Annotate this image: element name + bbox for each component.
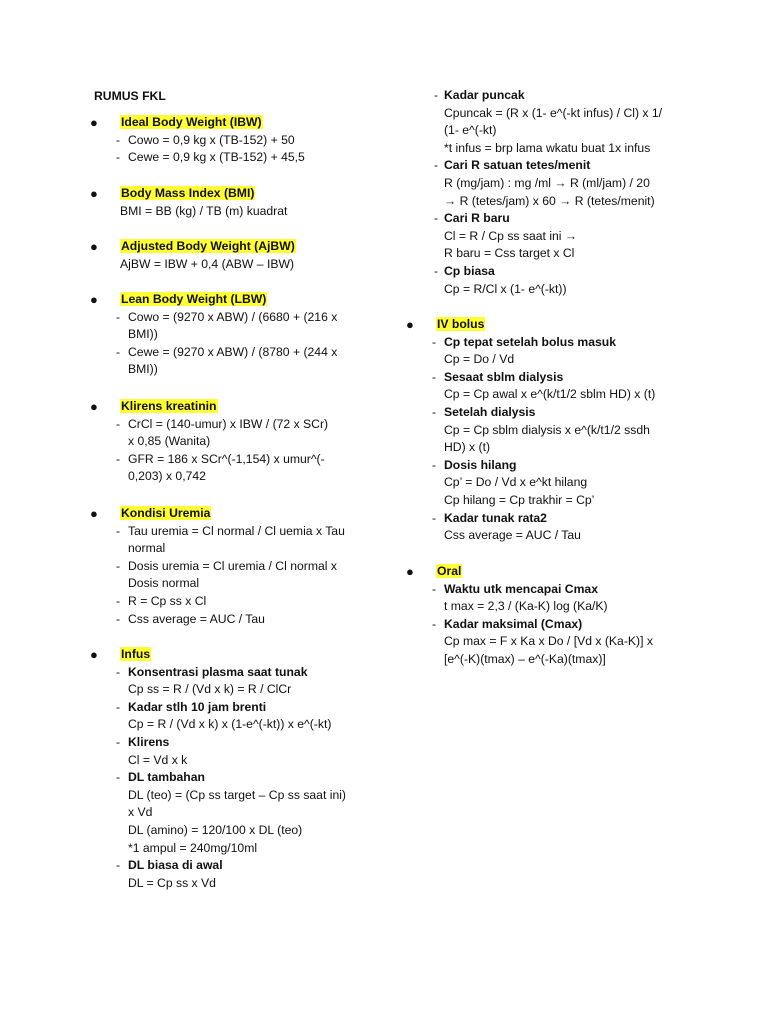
item-label: Cari R baru	[444, 211, 510, 226]
section-klirens	[90, 398, 394, 486]
formula-line: Cp’ = Do / Vd x e^kt hilang	[444, 475, 588, 490]
item-label: DL biasa di awal	[128, 858, 223, 873]
list-item	[94, 769, 394, 857]
list-item	[94, 451, 394, 486]
list-item	[94, 309, 394, 344]
list-item	[434, 210, 754, 263]
formula-line: x Vd	[128, 805, 153, 820]
dash-marker: -	[116, 150, 121, 165]
dash-marker: -	[432, 457, 437, 472]
list-item	[410, 510, 750, 545]
item-label: Klirens	[128, 734, 170, 749]
document-title: RUMUS FKL	[94, 89, 166, 103]
section-heading: Adjusted Body Weight (AjBW)	[121, 239, 295, 253]
item-label: Waktu utk mencapai Cmax	[444, 581, 598, 596]
formula-line: DL (amino) = 120/100 x DL (teo)	[128, 822, 303, 837]
section-oral	[406, 563, 750, 669]
list-item	[94, 132, 394, 150]
formula-line: HD) x (t)	[444, 440, 491, 455]
section-heading: Oral	[437, 564, 462, 578]
formula-line: Cp = Cp sblm dialysis x e^(k/t1/2 ssdh	[444, 422, 650, 437]
bullet-icon: ●	[90, 115, 98, 130]
list-item	[94, 734, 394, 769]
section-infus-continued	[434, 87, 754, 298]
section-infus	[90, 646, 394, 892]
item-label: Cp biasa	[444, 263, 495, 278]
dash-marker: -	[116, 858, 121, 873]
dash-marker: -	[116, 523, 121, 538]
formula-line: Tau uremia = Cl normal / Cl uemia x Tau	[128, 523, 345, 538]
list-item	[94, 416, 394, 451]
item-label: Kadar tunak rata2	[444, 510, 547, 525]
section-heading: Kondisi Uremia	[121, 506, 211, 520]
bullet-icon: ●	[90, 399, 98, 414]
dash-marker: -	[432, 369, 437, 384]
bullet-icon: ●	[90, 647, 98, 662]
dash-marker: -	[116, 611, 121, 626]
formula-text: AjBW = IBW + 0,4 (ABW – IBW)	[120, 256, 295, 271]
section-heading: Infus	[121, 647, 151, 661]
list-item	[94, 593, 394, 611]
formula-line: Cowo = (9270 x ABW) / (6680 + (216 x	[128, 309, 338, 324]
list-item	[94, 611, 394, 629]
bullet-icon: ●	[406, 564, 414, 579]
item-label: Cp tepat setelah bolus masuk	[444, 334, 617, 349]
bullet-icon: ●	[90, 186, 98, 201]
list-item	[94, 149, 394, 167]
list-item	[410, 334, 750, 369]
formula-line: Cl = R / Cp ss saat ini →	[444, 228, 578, 243]
section-iv-bolus	[406, 316, 750, 545]
section-uremia	[90, 505, 394, 628]
formula-line: Cp ss = R / (Vd x k) = R / ClCr	[128, 682, 292, 697]
dash-marker: -	[434, 211, 439, 226]
list-item	[410, 581, 750, 616]
section-ibw	[90, 114, 394, 167]
section-heading: Lean Body Weight (LBW)	[121, 292, 267, 306]
formula-line: Cowo = 0,9 kg x (TB-152) + 50	[128, 132, 295, 147]
formula-line: t max = 2,3 / (Ka-K) log (Ka/K)	[444, 599, 608, 614]
formula-line: x 0,85 (Wanita)	[128, 434, 211, 449]
formula-line: Cp = Do / Vd	[444, 352, 515, 367]
section-bmi	[90, 185, 394, 220]
list-item	[94, 664, 394, 699]
dash-marker: -	[116, 558, 121, 573]
formula-line: Cl = Vd x k	[128, 752, 188, 767]
formula-line: DL = Cp ss x Vd	[128, 875, 216, 890]
formula-line: R baru = Css target x Cl	[444, 246, 575, 261]
dash-marker: -	[116, 416, 121, 431]
formula-line: BMI))	[128, 362, 158, 377]
dash-marker: -	[434, 158, 439, 173]
dash-marker: -	[116, 451, 121, 466]
dash-marker: -	[116, 132, 121, 147]
list-item	[434, 263, 754, 298]
formula-line: Cp = R/Cl x (1- e^(-kt))	[444, 281, 567, 296]
formula-line: BMI))	[128, 327, 158, 342]
formula-line: Css average = AUC / Tau	[128, 611, 265, 626]
dash-marker: -	[432, 334, 437, 349]
dash-marker: -	[116, 344, 121, 359]
item-label: Setelah dialysis	[444, 404, 536, 419]
formula-line: DL (teo) = (Cp ss target – Cp ss saat ini)	[128, 787, 346, 802]
bullet-icon: ●	[90, 506, 98, 521]
formula-line: *t infus = brp lama wkatu buat 1x infus	[444, 140, 651, 155]
dash-marker: -	[434, 88, 439, 102]
section-ajbw	[90, 238, 394, 273]
section-heading: IV bolus	[437, 317, 485, 331]
formula-line: GFR = 186 x SCr^(-1,154) x umur^(-	[128, 451, 325, 466]
item-label: DL tambahan	[128, 770, 205, 785]
formula-line: Cewe = 0,9 kg x (TB-152) + 45,5	[128, 150, 305, 165]
dash-marker: -	[432, 581, 437, 596]
item-label: Kadar stlh 10 jam brenti	[128, 699, 267, 714]
formula-line: → R (tetes/jam) x 60 → R (tetes/menit)	[444, 193, 655, 208]
formula-line: [e^(-K)(tmax) – e^(-Ka)(tmax)]	[444, 651, 606, 666]
list-item	[94, 699, 394, 734]
formula-line: 0,203) x 0,742	[128, 469, 206, 484]
dash-marker: -	[434, 263, 439, 278]
section-heading: Body Mass Index (BMI)	[121, 186, 255, 200]
bullet-icon: ●	[406, 317, 414, 332]
list-item	[94, 344, 394, 379]
list-item	[410, 616, 750, 669]
dash-marker: -	[432, 616, 437, 631]
item-label: Cari R satuan tetes/menit	[444, 158, 591, 173]
item-label: Konsentrasi plasma saat tunak	[128, 664, 308, 679]
item-label: Kadar puncak	[444, 88, 525, 102]
dash-marker: -	[116, 309, 121, 324]
dash-marker: -	[116, 770, 121, 785]
dash-marker: -	[116, 734, 121, 749]
formula-line: Css average = AUC / Tau	[444, 528, 581, 543]
formula-line: Cewe = (9270 x ABW) / (8780 + (244 x	[128, 344, 338, 359]
list-item	[94, 523, 394, 558]
section-heading: Ideal Body Weight (IBW)	[121, 115, 262, 129]
list-item	[434, 157, 754, 210]
formula-text: BMI = BB (kg) / TB (m) kuadrat	[120, 203, 288, 218]
formula-line: *1 ampul = 240mg/10ml	[128, 840, 258, 855]
dash-marker: -	[116, 664, 121, 679]
item-label: Kadar maksimal (Cmax)	[444, 616, 583, 631]
dash-marker: -	[116, 699, 121, 714]
dash-marker: -	[432, 404, 437, 419]
formula-line: Cp = R / (Vd x k) x (1-e^(-kt)) x e^(-kt)	[128, 717, 332, 732]
dash-marker: -	[432, 510, 437, 525]
formula-line: normal	[128, 541, 166, 556]
formula-line: Cp hilang = Cp trakhir = Cp’	[444, 492, 595, 507]
formula-line: CrCl = (140-umur) x IBW / (72 x SCr)	[128, 416, 329, 431]
bullet-icon: ●	[90, 292, 98, 307]
list-item	[410, 457, 750, 510]
list-item	[410, 369, 750, 404]
section-lbw	[90, 291, 394, 379]
formula-line: Cpuncak = (R x (1- e^(-kt infus) / Cl) x 1/	[444, 105, 663, 120]
list-item	[434, 87, 754, 157]
formula-line: R = Cp ss x Cl	[128, 593, 207, 608]
formula-line: R (mg/jam) : mg /ml → R (ml/jam) / 20	[444, 175, 650, 190]
formula-line: (1- e^(-kt)	[444, 123, 497, 138]
formula-line: Dosis normal	[128, 576, 200, 591]
bullet-icon: ●	[90, 239, 98, 254]
formula-line: Cp max = F x Ka x Do / [Vd x (Ka-K)] x	[444, 634, 653, 649]
list-item	[94, 857, 394, 892]
item-label: Dosis hilang	[444, 457, 517, 472]
formula-line: Cp = Cp awal x e^(k/t1/2 sblm HD) x (t)	[444, 387, 656, 402]
list-item	[94, 558, 394, 593]
section-heading: Klirens kreatinin	[121, 399, 217, 413]
dash-marker: -	[116, 593, 121, 608]
formula-line: Dosis uremia = Cl uremia / Cl normal x	[128, 558, 337, 573]
item-label: Sesaat sblm dialysis	[444, 369, 564, 384]
list-item	[410, 404, 750, 457]
